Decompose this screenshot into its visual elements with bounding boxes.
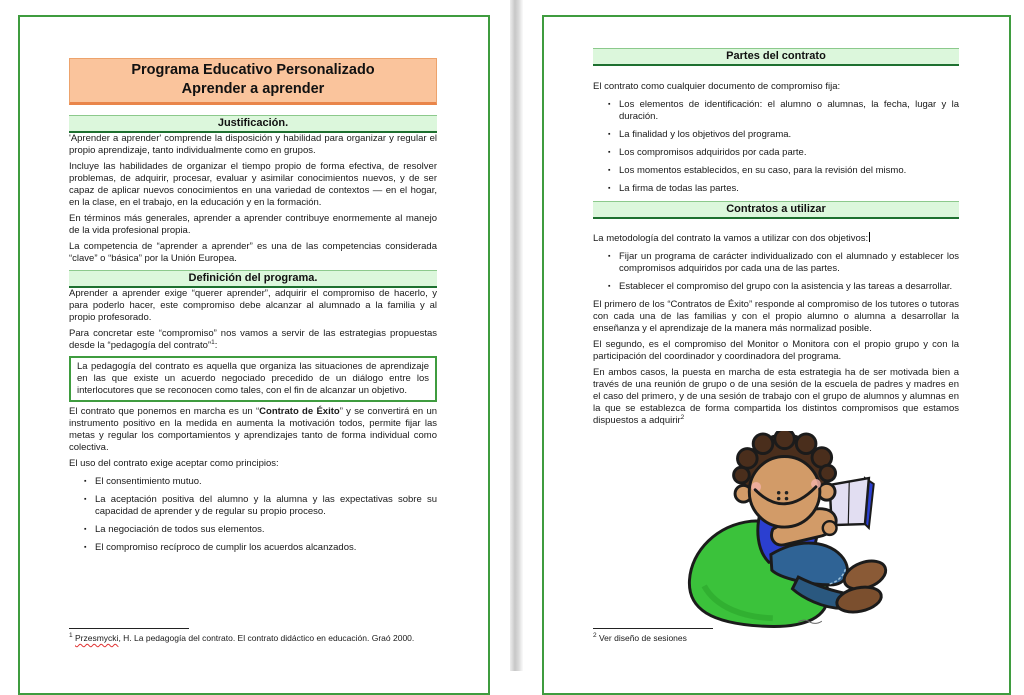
bullet-icon: ▪ [84,526,87,533]
footnote-number: 1 [69,632,73,640]
list-item-text: La firma de todas las partes. [619,183,739,194]
bullet-icon: ▪ [608,185,611,192]
bullet-icon: ▪ [608,101,611,108]
paragraph-text: En ambos casos, la puesta en marcha de esta estrategia ha de ser motivada bien a través de una reunión de grupo o de una sesión de la escuela de padres y madres en el caso del primero, y de una sesión de trabajo con el grupo de alumnos y alumnas en la que se establezca de forma compartida los distintos compromisos que estamos dispuestos a adquirir [593,367,959,426]
objectives-list [593,251,959,293]
list-item[interactable] [593,281,959,293]
bullet-icon: ▪ [608,167,611,174]
title-line-1: Programa Educativo Personalizado [131,62,375,78]
list-item-text: Establecer el compromiso del grupo con la asistencia y las tareas a desarrollar. [619,281,953,292]
list-item-text: Los elementos de identificación: el alumno o alumnas, la fecha, lugar y la duración. [619,99,959,122]
paragraph[interactable]: El primero de los “Contratos de Éxito” responde al compromiso de los tutores o tutoras con cada una de las familias y con el propio alumno o alumna a desarrollar la enseñanza y el aprendizaje de la manera más normalizad posible. [593,299,959,334]
bullet-icon: ▪ [608,131,611,138]
paragraph[interactable]: Aprender a aprender exige “querer aprender”, adquirir el compromiso de hacerlo, y para poderlo hacer, este compromiso debe alcanzar al alumnado a la familia y al propio profesorado. [69,288,437,323]
footnote-author-misspelled: Przesmycki [75,633,119,643]
page-gutter-shadow [510,0,523,671]
left-page-content [69,58,437,558]
list-item-text: Los momentos establecidos, en su caso, para la revisión del mismo. [619,165,907,176]
footnote-left[interactable] [69,628,437,644]
list-item[interactable] [593,99,959,123]
right-page-content [593,48,959,629]
list-item-text: La aceptación positiva del alumno y la alumna y las expectativas sobre su capacidad de aprender y de regular su propio proceso. [95,494,437,517]
list-item-text: La negociación de todos sus elementos. [95,524,265,535]
bold-contract-exito: Contrato de Éxito [259,406,340,417]
list-item[interactable] [69,542,437,554]
paragraph-contract[interactable] [69,406,437,454]
bullet-icon: ▪ [608,149,611,156]
paragraph-text: ” y se convertirá en un instrumento positivo en la medida en aumenta la motivación todos, permite fijar las metas y regular los comportamientos y aprendizajes tanto de forma individual como colectiva. [69,406,438,453]
paragraph[interactable]: El segundo, es el compromiso del Monitor o Monitora con el propio grupo y con la participación del coordinador y coordinadora del programa. [593,339,959,362]
footnote-ref-1[interactable]: 1 [211,338,215,346]
bullet-icon: ▪ [84,544,87,551]
list-item[interactable] [69,524,437,536]
section-header-partes[interactable]: Partes del contrato [593,48,959,66]
title-line-2: Aprender a aprender [181,81,325,97]
footnote-number: 2 [593,632,597,640]
list-item[interactable] [69,494,437,518]
list-item-text: Los compromisos adquiridos por cada parte. [619,147,807,158]
principles-list [69,476,437,554]
footnote-citation: , H. La pedagogía del contrato. El contrato didáctico en educación. Graó 2000. [118,633,415,643]
paragraph-text: Para concretar este “compromiso” nos vamos a servir de las estrategias propuestas desde la “pedagogía del contrato” [69,328,437,351]
footnote-right[interactable] [593,628,961,644]
list-item-text: Fijar un programa de carácter individualizado con el alumnado y establecer los compromisos adquiridos por cada una de las partes. [619,251,959,274]
bullet-icon: ▪ [608,253,611,260]
paragraph-with-footnote-ref[interactable] [593,367,959,427]
hand-shape [823,521,837,535]
list-item[interactable] [593,129,959,141]
list-item[interactable] [593,183,959,195]
footnote-separator [593,628,713,629]
bullet-icon: ▪ [84,478,87,485]
paragraph-text: El contrato que ponemos en marcha es un “ [69,406,260,417]
paragraph-with-cursor[interactable] [593,232,959,245]
section-header-justificacion[interactable]: Justificación. [69,115,437,133]
contract-parts-list [593,99,959,195]
section-header-contratos[interactable]: Contratos a utilizar [593,201,959,219]
list-item[interactable] [593,147,959,159]
paragraph[interactable]: El uso del contrato exige aceptar como principios: [69,458,279,469]
text-cursor [869,232,870,242]
list-item[interactable] [593,251,959,275]
list-item-text: La finalidad y los objetivos del programa. [619,129,792,140]
footnote-text [69,633,437,644]
document-title-banner[interactable] [69,58,437,105]
list-item-text: El compromiso recíproco de cumplir los acuerdos alcanzados. [95,542,357,553]
list-item-text: El consentimiento mutuo. [95,476,202,487]
footnote-separator [69,628,189,629]
shoe-bottom [835,583,884,615]
paragraph-with-footnote-ref[interactable] [69,328,437,352]
footnote-citation: Ver diseño de sesiones [596,633,687,643]
paragraph-text: La metodología del contrato la vamos a utilizar con dos objetivos: [593,233,869,244]
paragraph[interactable]: La competencia de “aprender a aprender” es una de las competencias considerada “clave” o “básica” por la Unión Europea. [69,241,437,264]
paragraph[interactable]: 'Aprender a aprender' comprende la disposición y habilidad para organizar y regular el propio aprendizaje, tanto individualmente como en grupos. [69,133,437,156]
section-header-definicion[interactable]: Definición del programa. [69,270,437,288]
list-item[interactable] [593,165,959,177]
bullet-icon: ▪ [608,283,611,290]
paragraph-text: : [214,340,218,351]
boy-reading-illustration[interactable] [682,431,894,629]
pedagogy-definition-box[interactable]: La pedagogía del contrato es aquella que organiza las situaciones de aprendizaje en las que existe un acuerdo negociado precedido de un diálogo entre los interlocutores que se reconocen como tales, con el fin de alcanzar un objetivo. [69,356,437,402]
footnote-ref-2[interactable]: 2 [680,413,685,421]
list-item[interactable] [69,476,437,488]
footnote-text [593,633,961,644]
paragraph[interactable]: Incluye las habilidades de organizar el tiempo propio de forma efectiva, de resolver problemas, de adquirir, procesar, evaluar y asimilar conocimientos nuevos, y de ser capaz de aplicar nuevos conocimientos en una variedad de contextos — en el hogar, en la clase, en el trabajo, en la educación y en la formación. [69,161,437,208]
paragraph[interactable]: El contrato como cualquier documento de compromiso fija: [593,81,841,92]
paragraph[interactable]: En términos más generales, aprender a aprender contribuye enormemente al manejo de la vida profesional propia. [69,213,437,236]
bullet-icon: ▪ [84,496,87,503]
